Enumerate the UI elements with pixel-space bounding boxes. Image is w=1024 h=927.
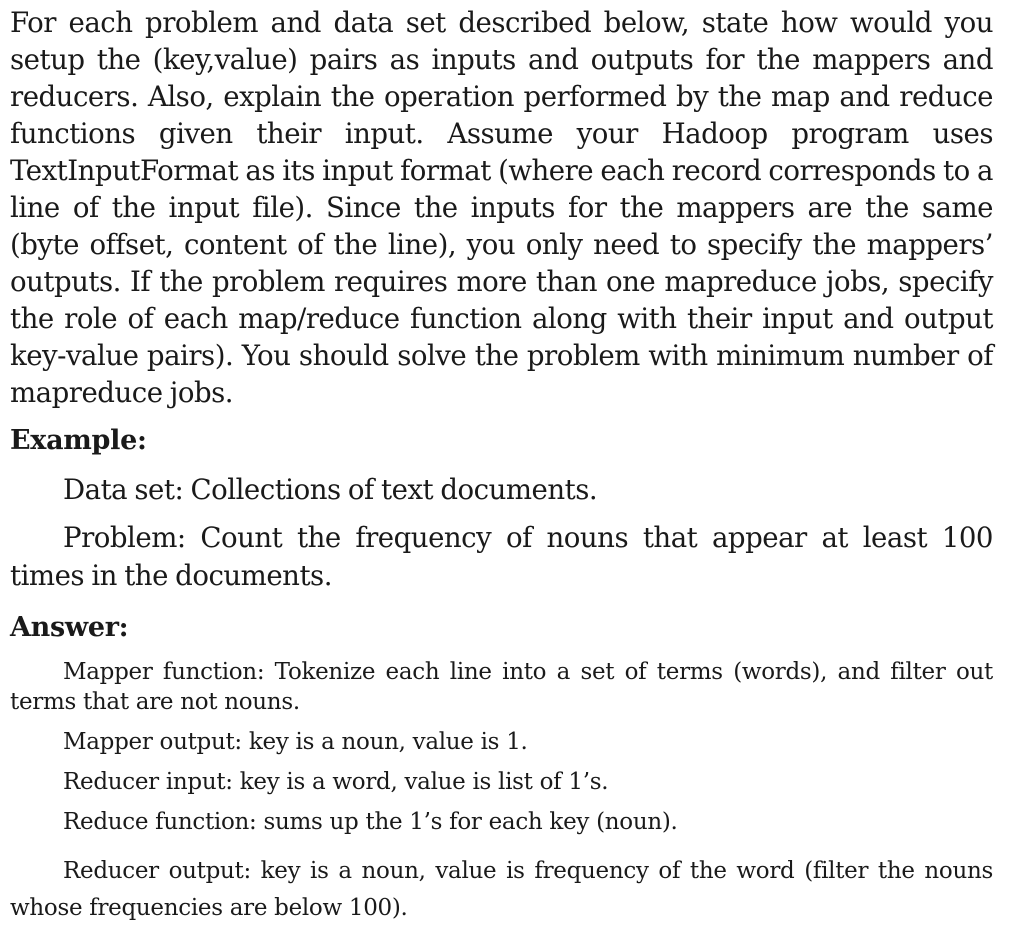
answer-reducer-input: Reducer input: key is a word, value is list of 1’s.: [63, 769, 609, 795]
answer-heading: Answer:: [10, 612, 129, 643]
example-problem: Problem: Count the frequency of nouns that appear at least 100 times in the documents.: [10, 521, 993, 592]
intro-paragraph: For each problem and data set described below, state how would you setup the (key,value) pairs as inputs and outputs for the mappers and reducers. Also, explain the operation performed by the map and reduce functions given their input. Assume your Hadoop program uses TextInputFormat as its input format (where each record corresponds to a line of the input file). Since the inputs for the mappers are the same (byte offset, content of the line), you only need to specify the mappers’ outputs. If the problem requires more than one mapreduce jobs, specify the role of each map/reduce function along with their input and output key-value pairs). You should solve the problem with minimum number of mapreduce jobs.: [10, 6, 993, 409]
example-dataset: Data set: Collections of text documents.: [63, 473, 598, 506]
example-heading: Example:: [10, 425, 147, 456]
answer-mapper-function: Mapper function: Tokenize each line into a set of terms (words), and filter out terms that are not nouns.: [10, 659, 993, 715]
document-page: [10, 4, 993, 927]
answer-mapper-output: Mapper output: key is a noun, value is 1.: [63, 729, 528, 755]
answer-reducer-output: Reducer output: key is a noun, value is frequency of the word (filter the nouns whose frequencies are below 100).: [10, 858, 993, 921]
answer-reduce-function: Reduce function: sums up the 1’s for each key (noun).: [63, 809, 678, 835]
